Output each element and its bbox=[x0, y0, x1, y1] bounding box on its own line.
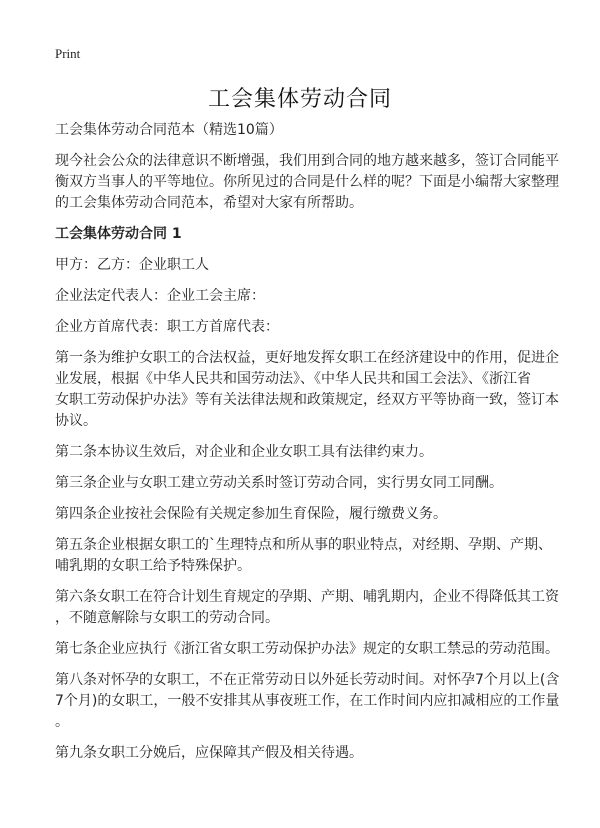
text-line: 第三条企业与女职工建立劳动关系时签订劳动合同，实行男女同工同酬。 bbox=[55, 475, 503, 491]
text-line: 哺乳期的女职工给予特殊保护。 bbox=[55, 558, 251, 574]
article-5 bbox=[55, 535, 555, 577]
text-line: 工会集体劳动合同范本（精选10篇） bbox=[55, 122, 283, 138]
section-heading bbox=[55, 224, 555, 245]
article-2 bbox=[55, 442, 555, 463]
text-line: 第四条企业按社会保险有关规定参加生育保险，履行缴费义务。 bbox=[55, 506, 447, 522]
text-line: 衡双方当事人的平等地位。你所见过的合同是什么样的呢？下面是小编帮大家整理 bbox=[55, 174, 559, 190]
text-line: 。 bbox=[55, 714, 69, 730]
text-line: 工会集体劳动合同 1 bbox=[55, 226, 182, 242]
print-link[interactable]: Print bbox=[55, 46, 81, 61]
representative-line bbox=[55, 286, 555, 307]
text-line: 第一条为维护女职工的合法权益，更好地发挥女职工在经济建设中的作用，促进企 bbox=[55, 350, 559, 366]
text-line: 第五条企业根据女职工的`生理特点和所从事的职业特点，对经期、孕期、产期、 bbox=[55, 537, 552, 553]
article-4 bbox=[55, 504, 555, 525]
text-line: 协议。 bbox=[55, 413, 97, 429]
parties-line bbox=[55, 255, 555, 276]
article-9 bbox=[55, 743, 555, 764]
text-line: 第八条对怀孕的女职工，不在正常劳动日以外延长劳动时间。对怀孕7个月以上(含 bbox=[55, 672, 560, 688]
subtitle bbox=[55, 120, 555, 141]
text-line: 甲方：乙方：企业职工人 bbox=[55, 257, 209, 273]
text-line: 现今社会公众的法律意识不断增强，我们用到合同的地方越来越多，签订合同能平 bbox=[55, 153, 559, 169]
text-line: 的工会集体劳动合同范本，希望对大家有所帮助。 bbox=[55, 195, 363, 211]
text-line: 第六条女职工在符合计划生育规定的孕期、产期、哺乳期内，企业不得降低其工资 bbox=[55, 589, 559, 605]
chief-representative-line bbox=[55, 317, 555, 338]
document-title: 工会集体劳动合同 bbox=[207, 87, 392, 112]
text-line: 业发展，根据《中华人民共和国劳动法》、《中华人民共和国工会法》、《浙江省 bbox=[55, 371, 531, 387]
text-line: 第七条企业应执行《浙江省女职工劳动保护办法》规定的女职工禁忌的劳动范围。 bbox=[55, 641, 559, 657]
article-6 bbox=[55, 587, 559, 629]
article-8 bbox=[55, 670, 560, 733]
text-line: 女职工劳动保护办法》等有关法律法规和政策规定，经双方平等协商一致，签订本 bbox=[55, 392, 559, 408]
text-line: ，不随意解除与女职工的劳动合同。 bbox=[55, 610, 279, 626]
article-1 bbox=[55, 348, 559, 432]
text-line: 第九条女职工分娩后，应保障其产假及相关待遇。 bbox=[55, 745, 363, 761]
text-line: 企业方首席代表：职工方首席代表： bbox=[55, 319, 279, 335]
text-line: 第二条本协议生效后，对企业和企业女职工具有法律约束力。 bbox=[55, 444, 433, 460]
article-7 bbox=[55, 639, 559, 660]
text-line: 7个月)的女职工，一般不安排其从事夜班工作，在工作时间内应扣减相应的工作量 bbox=[55, 693, 560, 709]
document-body bbox=[55, 120, 560, 774]
intro-paragraph bbox=[55, 151, 559, 214]
text-line: 企业法定代表人：企业工会主席： bbox=[55, 288, 265, 304]
article-3 bbox=[55, 473, 555, 494]
